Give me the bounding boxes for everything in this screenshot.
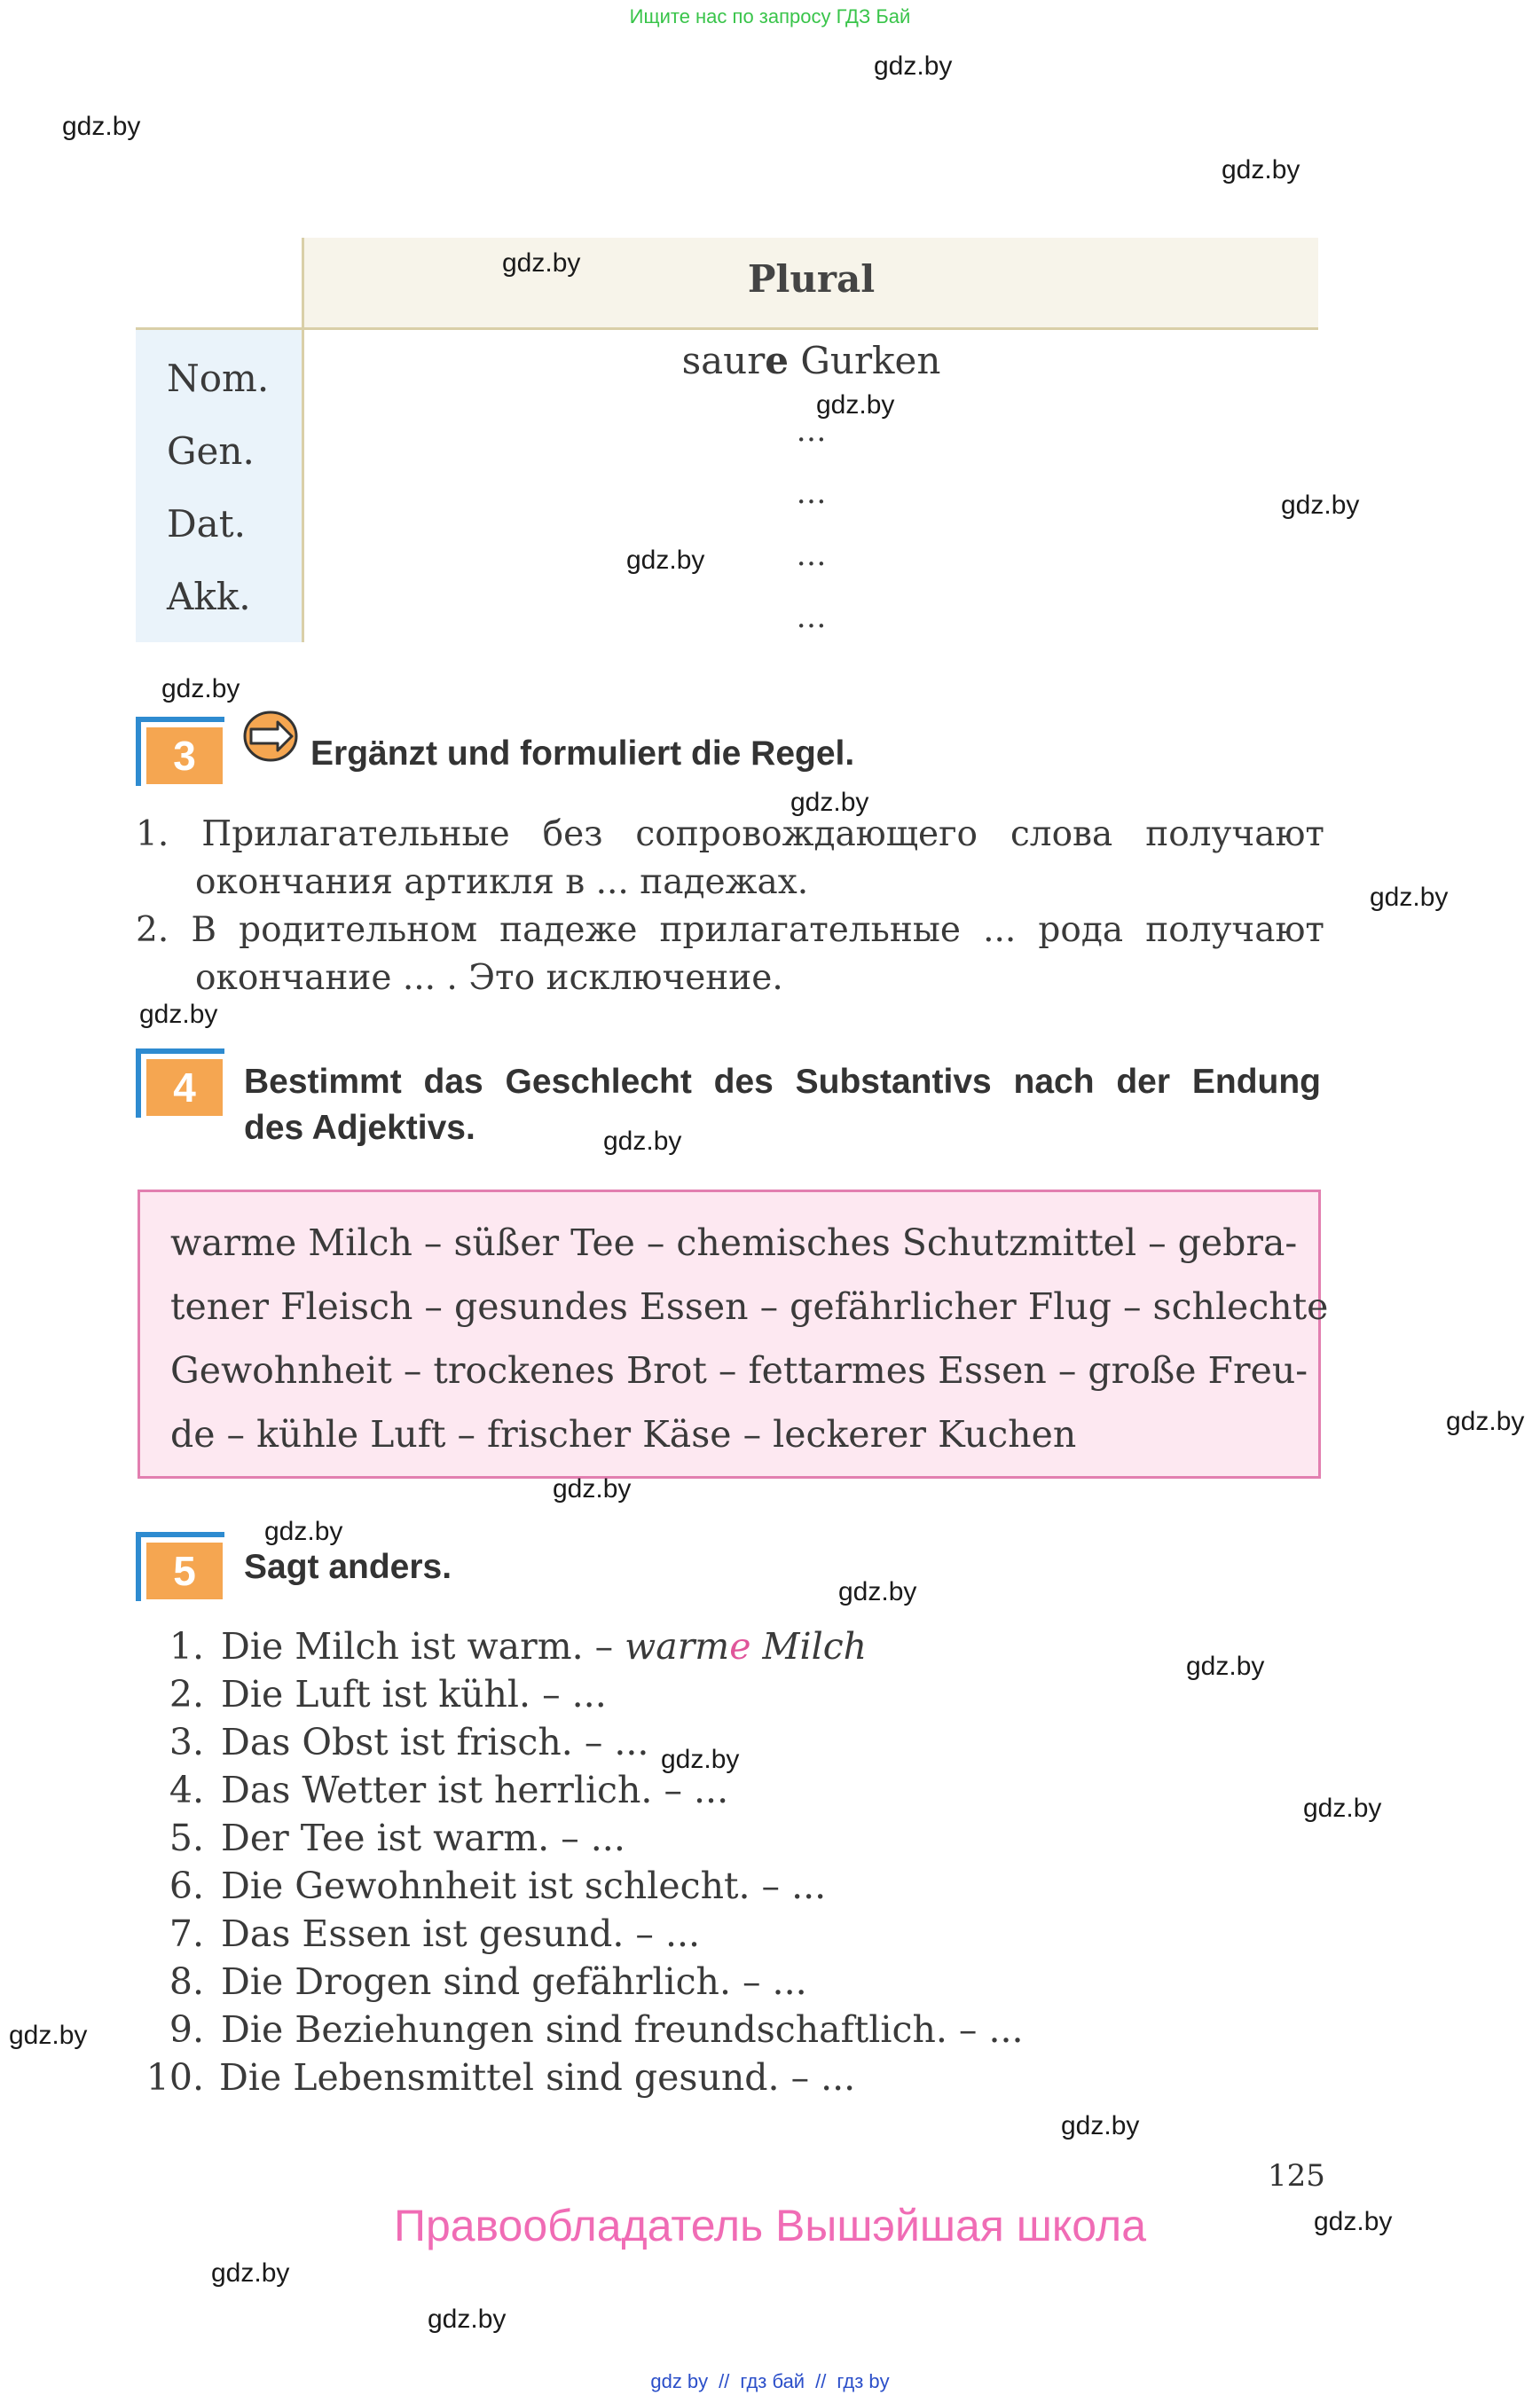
rule-item-2-cont: окончание ... . Это исключение. [195, 958, 783, 998]
bottom-link[interactable]: гдз by [837, 2370, 890, 2392]
bottom-link[interactable]: gdz by [650, 2370, 709, 2392]
watermark: gdz.by [9, 2021, 88, 2050]
case-label-nom: Nom. [167, 357, 270, 400]
exercise-5-title: Sagt anders. [244, 1548, 452, 1586]
watermark: gdz.by [1370, 883, 1449, 912]
watermark: gdz.by [790, 788, 869, 817]
list-item-number: 5. [169, 1817, 204, 1859]
watermark: gdz.by [62, 112, 141, 141]
watermark: gdz.by [626, 546, 705, 575]
table-cell-nom: saure Gurken [681, 339, 941, 382]
watermark: gdz.by [264, 1517, 343, 1546]
case-label-dat: Dat. [167, 502, 246, 546]
list-item-number: 3. [169, 1721, 204, 1763]
list-item: Die Luft ist kühl. – ... [221, 1673, 607, 1716]
exercise-3-title: Ergänzt und formuliert die Regel. [310, 734, 855, 773]
exercise-4-title-line2: des Adjektivs. [244, 1109, 475, 1147]
watermark: gdz.by [1222, 155, 1300, 185]
copyright-notice: Правообладатель Вышэйшая школа [394, 2201, 1146, 2250]
list-item-example: Die Milch ist warm. – warme Milch [221, 1625, 868, 1668]
watermark: gdz.by [428, 2305, 507, 2334]
page-number: 125 [1268, 2158, 1325, 2194]
watermark: gdz.by [1314, 2207, 1393, 2236]
exercise-5-badge: 5 [136, 1532, 224, 1601]
list-item-number: 7. [169, 1912, 204, 1955]
table-cell-akk: … [796, 538, 827, 573]
list-item: Die Gewohnheit ist schlecht. – ... [221, 1865, 827, 1907]
watermark: gdz.by [1186, 1652, 1265, 1681]
watermark: gdz.by [139, 1000, 218, 1029]
list-item: Das Obst ist frisch. – ... [221, 1721, 649, 1763]
watermark: gdz.by [1303, 1794, 1382, 1823]
list-item: Die Lebensmittel sind gesund. – ... [219, 2056, 856, 2099]
list-item-number: 2. [169, 1673, 204, 1716]
case-label-akk: Akk. [167, 575, 251, 618]
rule-item-1: 1. Прилагательные без сопровождающего слова получают [136, 814, 1324, 854]
table-header-plural: Plural [747, 257, 876, 301]
table-header-rule [136, 327, 1318, 330]
list-item: Das Wetter ist herrlich. – ... [221, 1769, 729, 1811]
bottom-link[interactable]: гдз бай [740, 2370, 805, 2392]
list-item: Die Beziehungen sind freundschaftlich. – ... [221, 2008, 1024, 2051]
rule-item-1-cont: окончания артикля в ... падежах. [195, 862, 809, 902]
list-item: Der Tee ist warm. – ... [221, 1817, 625, 1859]
list-item-number: 8. [169, 1960, 204, 2003]
watermark: gdz.by [874, 51, 953, 81]
rule-item-2: 2. В родительном падеже прилагательные ... рода получают [136, 910, 1324, 950]
table-cell-extra: … [796, 600, 827, 635]
watermark: gdz.by [661, 1745, 740, 1774]
bottom-banner: gdz by // гдз бай // гдз by [650, 2370, 890, 2392]
watermark: gdz.by [838, 1577, 917, 1606]
watermark: gdz.by [502, 248, 581, 278]
list-item: Die Drogen sind gefährlich. – ... [221, 1960, 807, 2003]
word-box-line: de – kühle Luft – frischer Käse – leckerer Kuchen [170, 1413, 1077, 1456]
table-cell-dat: … [796, 475, 827, 511]
word-box-line: tener Fleisch – gesundes Essen – gefährlicher Flug – schlechte [170, 1285, 1329, 1328]
watermark: gdz.by [161, 674, 240, 703]
watermark: gdz.by [603, 1127, 682, 1156]
watermark: gdz.by [1281, 491, 1360, 520]
list-item: Das Essen ist gesund. – ... [221, 1912, 701, 1955]
watermark: gdz.by [1446, 1407, 1525, 1436]
watermark: gdz.by [1061, 2111, 1140, 2140]
exercise-4-badge: 4 [136, 1048, 224, 1118]
exercise-4-title-line1: Bestimmt das Geschlecht des Substantivs nach der Endung [244, 1063, 1321, 1101]
watermark: gdz.by [816, 390, 895, 420]
watermark: gdz.by [553, 1474, 632, 1504]
watermark: gdz.by [211, 2258, 290, 2288]
rule-arrow-icon [242, 710, 299, 763]
top-banner[interactable]: Ищите нас по запросу ГДЗ Бай [629, 5, 911, 27]
list-item-number: 9. [169, 2008, 204, 2051]
list-item-number: 10. [145, 2056, 204, 2099]
list-item-number: 1. [169, 1625, 204, 1668]
list-item-number: 4. [169, 1769, 204, 1811]
word-box-line: warme Milch – süßer Tee – chemisches Schutzmittel – gebra- [170, 1221, 1298, 1264]
word-box-line: Gewohnheit – trockenes Brot – fettarmes Essen – große Freu- [170, 1349, 1308, 1392]
case-label-gen: Gen. [167, 429, 255, 473]
list-item-number: 6. [169, 1865, 204, 1907]
table-cell-gen: … [796, 413, 827, 449]
exercise-3-badge: 3 [136, 717, 224, 786]
